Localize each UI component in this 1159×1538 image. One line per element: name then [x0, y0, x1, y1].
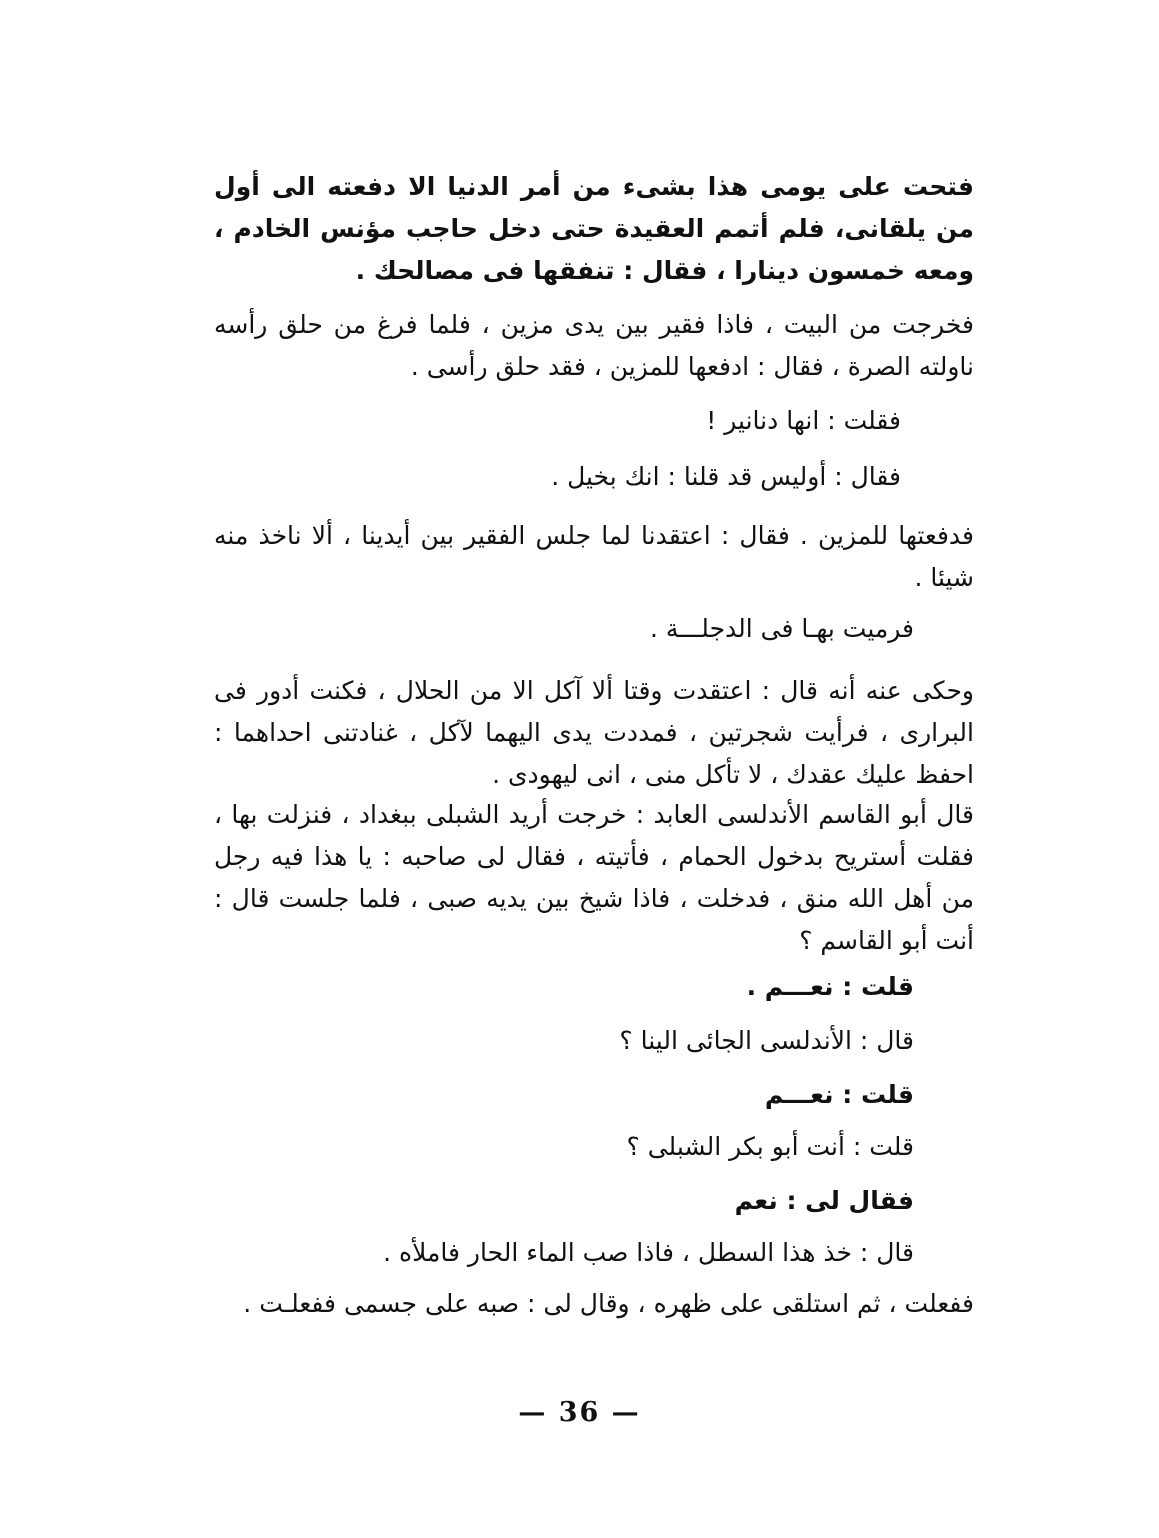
page-number: — 36 — — [518, 1397, 641, 1428]
dialogue-line: فقال لى : نعم — [734, 1186, 914, 1215]
paragraph-gave-barber: فدفعتها للمزين . فقال : اعتقدنا لما جلس الفقير بين أيدينا ، ألا ناخذ منه شيئا . — [214, 521, 974, 592]
paragraph-andalusian: قال أبو القاسم الأندلسى العابد : خرجت أريد الشبلى ببغداد ، فنزلت بها ، فقلت أستريح بدخول الحمام ، فأتيته ، فقال لى صاحبه : يا هذا فيه رجل من أهل الله منق ، فدخلت ، فاذا شيخ بين يديه صبى ، فلما جلست قال : أنت أبو القاسم ؟ — [214, 800, 974, 955]
dialogue-line: قلت : أنت أبو بكر الشبلى ؟ — [626, 1132, 914, 1161]
paragraph-pour-water: ففعلت ، ثم استلقى على ظهره ، وقال لى : صبه على جسمى ففعلـت . — [243, 1289, 974, 1318]
line-miser: فقال : أوليس قد قلنا : انك بخيل . — [551, 462, 901, 491]
dialogue-line: قال : الأندلسى الجائى الينا ؟ — [619, 1026, 914, 1055]
paragraph-barber: فخرجت من البيت ، فاذا فقير بين يدى مزين ، فلما فرغ من حلق رأسه ناولته الصرة ، فقال : ادفعها للمزين ، فقد حلق رأسى . — [214, 310, 974, 381]
dialogue-line: قلت : نعـــم . — [746, 972, 914, 1001]
dialogue-line: قلت : نعـــم — [764, 1080, 914, 1109]
paragraph-two-trees: وحكى عنه أنه قال : اعتقدت وقتا ألا آكل الا من الحلال ، فكنت أدور فى البرارى ، فرأيت شجرتين ، فمددت يدى اليهما لآكل ، غنادتنى احداهما : احفظ عليك عقدك ، لا تأكل منى ، انى ليهودى . — [214, 676, 974, 789]
line-dinars: فقلت : انها دنانير ! — [706, 406, 901, 435]
paragraph-generosity-vow: فتحت على يومى هذا بشىء من أمر الدنيا الا دفعته الى أول من يلقانى، فلم أتمم العقيدة حتى دخل حاجب مؤنس الخادم ، ومعه خمسون دينارا ، فقال : تنفقها فى مصالحك . — [214, 172, 974, 285]
dialogue-line: قال : خذ هذا السطل ، فاذا صب الماء الحار فاملأه . — [383, 1238, 914, 1267]
line-tigris: فرميت بهـا فى الدجلـــة . — [650, 614, 914, 643]
